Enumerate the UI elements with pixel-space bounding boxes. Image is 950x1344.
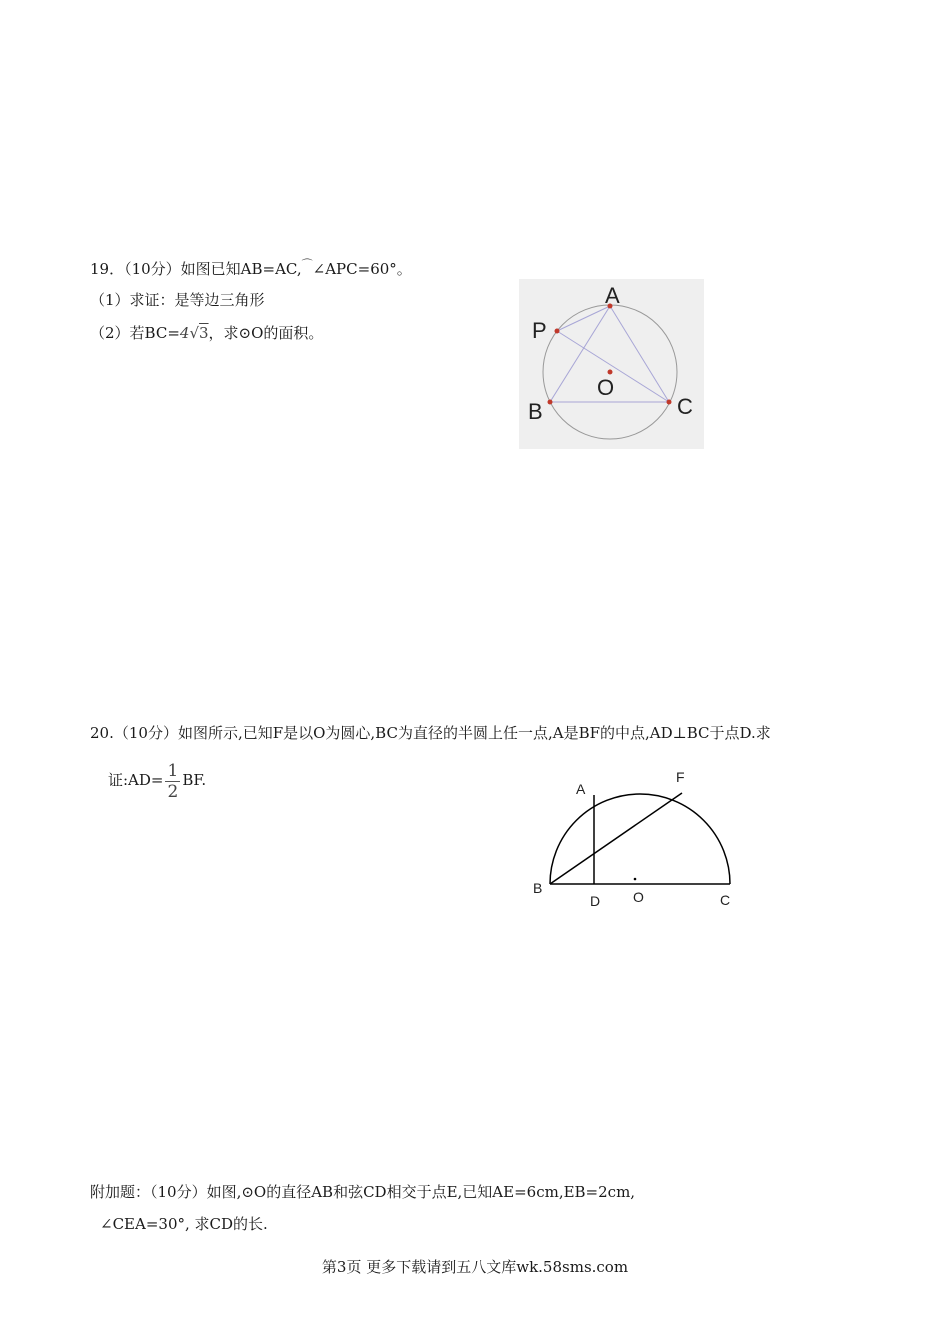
q19-header — [90, 258, 412, 282]
q19-part2 — [90, 322, 323, 344]
q20-frac-den: 2 — [167, 781, 179, 802]
q20-fraction — [165, 761, 180, 802]
q20-label-o: O — [633, 889, 644, 905]
q20-label-d: D — [590, 893, 601, 909]
q20-semicircle — [550, 794, 730, 884]
q19-part2-suffix: ，求⊙O的面积。 — [208, 324, 324, 342]
q20-line2 — [108, 758, 206, 802]
q19-figure — [519, 279, 704, 449]
q20-figure — [525, 762, 750, 912]
page-footer: 第3页 更多下载请到五八文库wk.58sms.com — [321, 1258, 629, 1276]
q19-point-o — [608, 370, 613, 375]
q20-label-a: A — [576, 781, 586, 797]
q19-bc-value: 4√3 — [179, 324, 209, 342]
bonus-line2: ∠CEA=30°, 求CD的长. — [100, 1215, 268, 1233]
q20-line2-prefix: 证:AD= — [108, 771, 164, 789]
q19-point-c — [667, 400, 672, 405]
q20-line2-suffix: BF. — [182, 771, 207, 789]
q19-header-text: 19．（10分）如图已知AB=AC, — [90, 260, 302, 278]
q19-part1: （1）求证：是等边三角形 — [90, 291, 265, 309]
q20-label-f: F — [676, 769, 685, 785]
arc-mark-icon: ⌒ — [301, 258, 313, 271]
q19-bc-radicand: 3 — [199, 324, 209, 342]
q19-bc-coef: 4 — [179, 324, 190, 342]
q19-part2-prefix: （2）若BC= — [90, 324, 180, 342]
q19-label-a: A — [605, 283, 620, 308]
q19-label-p: P — [532, 318, 547, 343]
q20-point-o — [634, 878, 637, 881]
q19-label-o: O — [597, 375, 615, 400]
q19-point-p — [555, 329, 560, 334]
q19-label-b: B — [528, 399, 543, 424]
q20-line1: 20.（10分）如图所示,已知F是以O为圆心,BC为直径的半圆上任一点,A是BF的中点,AD⊥BC于点D.求 — [90, 724, 771, 742]
q19-point-b — [548, 400, 553, 405]
bonus-line1: 附加题：（10分）如图,⊙O的直径AB和弦CD相交于点E,已知AE=6cm,EB=2cm, — [90, 1183, 636, 1201]
q20-label-c: C — [720, 892, 731, 908]
q19-header-tail: ∠APC=60°。 — [312, 260, 412, 278]
q20-label-b: B — [533, 880, 543, 896]
q20-segment-bf — [550, 793, 682, 884]
q20-frac-num: 1 — [167, 760, 179, 781]
q19-label-c: C — [677, 394, 693, 419]
